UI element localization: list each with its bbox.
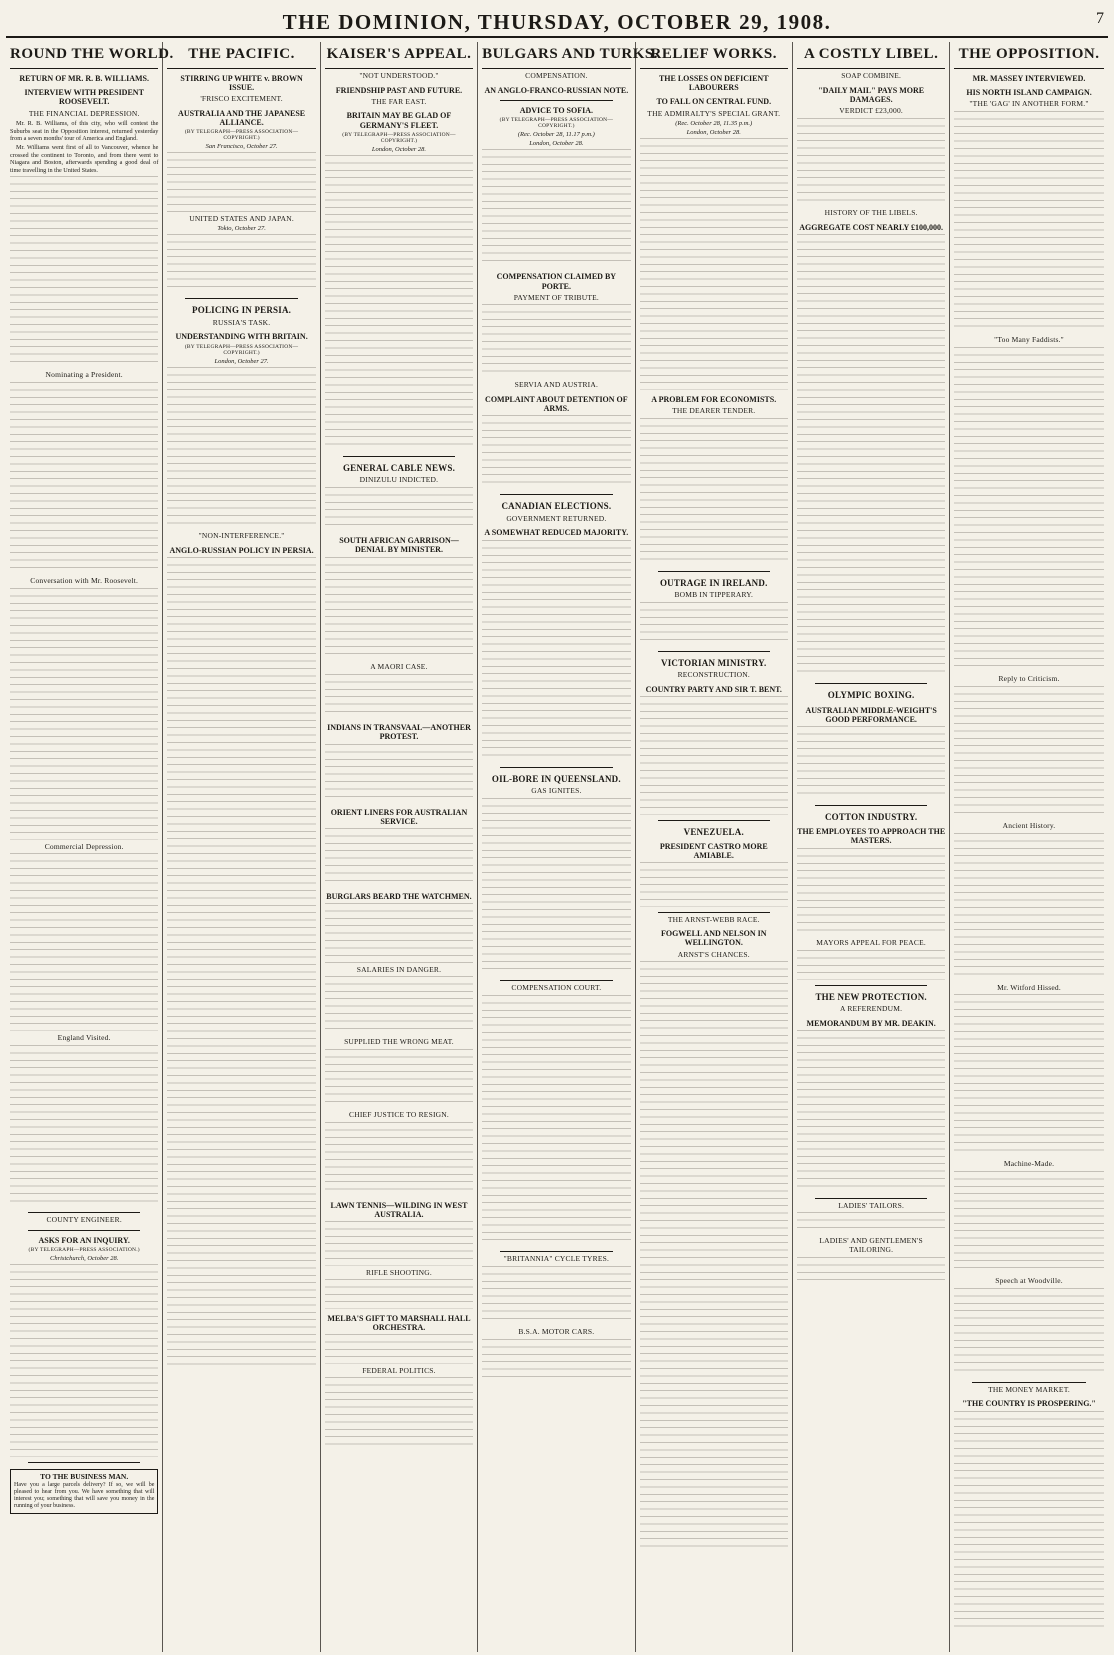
article-subheading: GOVERNMENT RETURNED. [506, 513, 607, 523]
body-text-lines [325, 155, 473, 451]
column-5 [636, 42, 793, 1652]
body-text-lines [482, 1266, 630, 1325]
body-text-lines [797, 726, 945, 800]
dateline: Tokio, October 27. [217, 225, 266, 233]
body-text-lines [167, 152, 315, 211]
article-headline: LAWN TENNIS—WILDING IN WEST AUSTRALIA. [330, 1200, 468, 1220]
divider [343, 456, 455, 457]
body-text-lines [325, 1221, 473, 1265]
masthead-title: THE DOMINION, THURSDAY, OCTOBER 29, 1908. [282, 9, 832, 34]
article-subheading: HISTORY OF THE LIBELS. [824, 208, 918, 218]
article-subheading: VERDICT £23,000. [839, 106, 903, 115]
article-headline: "THE COUNTRY IS PROSPERING." [962, 1399, 1096, 1409]
body-text-lines [482, 415, 630, 489]
article-subheading: CHIEF JUSTICE TO RESIGN. [349, 1110, 449, 1120]
columns [6, 42, 1108, 1652]
body-text-lines [954, 111, 1103, 333]
body-text-lines [797, 848, 945, 937]
article-subheading: Nominating a President. [45, 370, 123, 380]
article-subheading: A REFERENDUM. [840, 1004, 903, 1014]
article-headline: COTTON INDUSTRY. [824, 811, 918, 822]
article-headline: FOGWELL AND NELSON IN WELLINGTON. [660, 929, 767, 948]
dateline: London, October 28. [686, 129, 741, 137]
column-headline: THE PACIFIC. [167, 42, 315, 69]
body-text-lines [954, 1171, 1103, 1275]
article-paragraph: Mr. R. B. Williams, of this city, who will contest the Suburbs seat in the Opposition interest, returned yesterday from a seven months' tour of America and England. [10, 120, 159, 142]
article-subheading: MAYORS APPEAL FOR PEACE. [816, 938, 926, 948]
article-headline: HIS NORTH ISLAND CAMPAIGN. [966, 88, 1092, 98]
advertisement [10, 1469, 158, 1514]
article-subheading: SALARIES IN DANGER. [356, 964, 442, 974]
article-headline: THE NEW PROTECTION. [815, 991, 927, 1002]
article-subheading: 'FRISCO EXCITEMENT. [200, 94, 283, 104]
divider [500, 494, 612, 495]
body-text-lines [640, 418, 788, 566]
wire-credit: (BY TELEGRAPH—PRESS ASSOCIATION—COPYRIGHT.) [499, 117, 614, 129]
article-subheading: THE MONEY MARKET. [988, 1384, 1070, 1394]
article-headline: POLICING IN PERSIA. [192, 305, 292, 316]
article-headline: TO FALL ON CENTRAL FUND. [656, 97, 772, 107]
body-text-lines [954, 686, 1103, 819]
article-subheading: PAYMENT OF TRIBUTE. [513, 292, 599, 302]
column-3 [321, 42, 478, 1652]
wire-credit: (BY TELEGRAPH—PRESS ASSOCIATION—COPYRIGHT.) [184, 129, 299, 142]
divider [500, 1251, 612, 1252]
body-text-lines [954, 833, 1103, 981]
article-headline: MEMORANDUM BY MR. DEAKIN. [806, 1018, 936, 1028]
body-text-lines [10, 382, 158, 574]
advertisement-text: Have you a large parcels delivery? If so, we will be pleased to hear from you. We have something that will interest you; something that will save you money in the running of your business. [14, 1481, 155, 1509]
article-subheading: COUNTY ENGINEER. [46, 1215, 122, 1225]
divider [658, 912, 770, 913]
body-text-lines [640, 696, 788, 814]
article-subheading: SUPPLIED THE WRONG MEAT. [344, 1037, 454, 1047]
article-headline: VICTORIAN MINISTRY. [661, 657, 767, 668]
article-subheading: "Too Many Faddists." [994, 335, 1064, 344]
article-subheading: UNITED STATES AND JAPAN. [189, 213, 294, 223]
body-text-lines [797, 950, 945, 980]
article-headline: CANADIAN ELECTIONS. [501, 501, 612, 512]
body-text-lines [167, 557, 315, 1371]
article-headline: AUSTRALIA AND THE JAPANESE ALLIANCE. [178, 109, 306, 128]
divider [500, 980, 612, 981]
article-subheading: THE FAR EAST. [371, 96, 427, 106]
body-text-lines [797, 234, 945, 678]
body-text-lines [325, 1049, 473, 1108]
divider [500, 767, 612, 768]
article-subheading: SERVIA AND AUSTRIA. [514, 380, 599, 390]
article-subheading: COMPENSATION COURT. [511, 983, 602, 993]
article-subheading: Commercial Depression. [44, 841, 124, 851]
divider [815, 1198, 927, 1199]
article-headline: RETURN OF MR. R. B. WILLIAMS. [19, 74, 149, 83]
article-subheading: B.S.A. MOTOR CARS. [518, 1327, 595, 1337]
column-4 [478, 42, 659, 1652]
article-subheading: Conversation with Mr. Roosevelt. [30, 576, 139, 586]
article-headline: THE EMPLOYEES TO APPROACH THE MASTERS. [797, 827, 946, 846]
body-text-lines [167, 367, 315, 530]
article-headline: AUSTRALIAN MIDDLE-WEIGHT'S GOOD PERFORMANCE. [805, 705, 937, 724]
body-text-lines [325, 1122, 473, 1196]
article-subheading: SOAP COMBINE. [841, 71, 902, 80]
article-headline: OUTRAGE IN IRELAND. [659, 577, 768, 588]
article-headline: FRIENDSHIP PAST AND FUTURE. [335, 85, 463, 95]
page-number: 7 [1096, 10, 1104, 27]
article-headline: COMPENSATION CLAIMED BY PORTE. [496, 272, 617, 291]
article-headline: MR. MASSEY INTERVIEWED. [972, 74, 1086, 83]
wire-credit: (BY TELEGRAPH—PRESS ASSOCIATION.) [28, 1247, 140, 1254]
body-text-lines [325, 828, 473, 887]
article-subheading: "BRITANNIA" CYCLE TYRES. [503, 1254, 610, 1264]
body-text-lines [954, 347, 1103, 673]
article-subheading: DINIZULU INDICTED. [359, 475, 439, 485]
wire-credit: (BY TELEGRAPH—PRESS ASSOCIATION—COPYRIGHT.) [184, 343, 299, 356]
column-1 [6, 42, 174, 1652]
body-text-lines [797, 1212, 945, 1234]
article-subheading: RECONSTRUCTION. [677, 670, 750, 680]
column-7 [950, 42, 1107, 1652]
body-text-lines [640, 862, 788, 906]
column-headline: KAISER'S APPEAL. [325, 42, 473, 69]
body-text-lines [325, 903, 473, 962]
divider [500, 100, 612, 101]
article-headline: UNDERSTANDING WITH BRITAIN. [175, 332, 308, 342]
article-headline: INTERVIEW WITH PRESIDENT ROOSEVELT. [24, 88, 144, 107]
divider [972, 1382, 1085, 1383]
article-subheading: FEDERAL POLITICS. [362, 1365, 436, 1375]
body-text-lines [482, 304, 630, 378]
body-text-lines [482, 995, 630, 1247]
article-headline: ORIENT LINERS FOR AUSTRALIAN SERVICE. [330, 807, 468, 826]
article-headline: INDIANS IN TRANSVAAL—ANOTHER PROTEST. [327, 723, 471, 742]
article-headline: OIL-BORE IN QUEENSLAND. [491, 773, 621, 784]
body-text-lines [10, 1045, 158, 1208]
article-paragraph: Mr. Williams went first of all to Vancouver, whence he crossed the continent to Toronto, and from there went to Niagara and Boston, afterwards spending a good deal of time travelling in the United States. [10, 144, 159, 174]
body-text-lines [325, 557, 473, 661]
article-headline: SOUTH AFRICAN GARRISON—DENIAL BY MINISTER. [339, 536, 459, 555]
masthead [6, 8, 1108, 38]
article-subheading: Ancient History. [1002, 821, 1056, 831]
body-text-lines [325, 1279, 473, 1309]
article-headline: PRESIDENT CASTRO MORE AMIABLE. [659, 841, 768, 861]
article-subheading: England Visited. [57, 1032, 111, 1042]
column-headline: ROUND THE WORLD. [10, 42, 158, 69]
dateline: (Rec. October 28, 11.17 p.m.) [517, 131, 595, 138]
article-headline: THE LOSSES ON DEFICIENT LABOURERS [658, 74, 769, 93]
column-headline: A COSTLY LIBEL. [797, 42, 945, 69]
body-text-lines [954, 994, 1103, 1157]
article-subheading: "THE 'GAG' IN ANOTHER FORM." [969, 99, 1089, 109]
article-subheading: LADIES' AND GENTLEMEN'S TAILORING. [819, 1236, 923, 1255]
article-subheading: THE FINANCIAL DEPRESSION. [28, 108, 140, 118]
body-text-lines [954, 1411, 1103, 1633]
body-text-lines [482, 1339, 630, 1383]
divider [658, 820, 770, 821]
body-text-lines [797, 1257, 945, 1287]
divider [815, 805, 927, 806]
body-text-lines [325, 674, 473, 718]
body-text-lines [325, 976, 473, 1035]
divider [815, 683, 927, 684]
advertisement-title: TO THE BUSINESS MAN. [40, 1471, 129, 1481]
body-text-lines [10, 853, 158, 1031]
dateline: London, October 28. [529, 140, 584, 147]
article-headline: OLYMPIC BOXING. [827, 690, 915, 701]
body-text-lines [954, 1288, 1103, 1377]
column-headline: BULGARS AND TURKS. [482, 42, 630, 69]
article-headline: ASKS FOR AN INQUIRY. [38, 1235, 130, 1245]
article-headline: STIRRING UP WHITE v. BROWN ISSUE. [180, 74, 303, 93]
article-subheading: THE DEARER TENDER. [672, 405, 756, 415]
article-subheading: Reply to Criticism. [998, 674, 1060, 684]
dateline: London, October 27. [214, 357, 269, 365]
divider [658, 651, 770, 652]
article-headline: ADVICE TO SOFIA. [519, 105, 593, 115]
column-6 [793, 42, 950, 1652]
article-subheading: Machine-Made. [1003, 1159, 1055, 1169]
article-subheading: RIFLE SHOOTING. [366, 1267, 432, 1277]
body-text-lines [325, 487, 473, 531]
article-subheading: THE ADMIRALTY'S SPECIAL GRANT. [647, 108, 781, 118]
body-text-lines [10, 176, 158, 368]
article-headline: COMPLAINT ABOUT DETENTION OF ARMS. [485, 395, 628, 414]
body-text-lines [640, 138, 788, 390]
article-subheading: Speech at Woodville. [995, 1276, 1063, 1286]
wire-credit: (BY TELEGRAPH—PRESS ASSOCIATION—COPYRIGHT.) [342, 131, 456, 144]
divider [815, 985, 927, 986]
divider [28, 1462, 140, 1463]
dateline: London, October 28. [371, 145, 427, 153]
body-text-lines [325, 1377, 473, 1451]
body-text-lines [325, 744, 473, 803]
article-headline: COUNTRY PARTY AND SIR T. BENT. [645, 684, 782, 694]
article-headline: BRITAIN MAY BE GLAD OF GERMANY'S FLEET. [346, 111, 452, 130]
article-headline: A PROBLEM FOR ECONOMISTS. [651, 394, 777, 404]
article-headline: ANGLO-RUSSIAN POLICY IN PERSIA. [169, 545, 314, 555]
article-headline: GENERAL CABLE NEWS. [342, 462, 456, 473]
divider [28, 1230, 140, 1231]
article-subheading: BOMB IN TIPPERARY. [674, 589, 754, 599]
article-headline: BURGLARS BEARD THE WATCHMEN. [326, 892, 472, 902]
column-headline: THE OPPOSITION. [954, 42, 1103, 69]
body-text-lines [167, 234, 315, 293]
article-headline: "DAILY MAIL" PAYS MORE DAMAGES. [818, 85, 925, 104]
divider [658, 571, 770, 572]
body-text-lines [640, 961, 788, 1553]
article-headline: VENEZUELA. [683, 826, 744, 837]
body-text-lines [10, 1264, 158, 1456]
body-text-lines [797, 1030, 945, 1193]
dateline: (Rec. October 28, 11.35 p.m.) [675, 120, 753, 128]
article-headline: AGGREGATE COST NEARLY £100,000. [799, 223, 944, 233]
dateline: Christchurch, October 28. [50, 1255, 119, 1263]
body-text-lines [10, 588, 158, 840]
article-subheading: GAS IGNITES. [531, 785, 582, 795]
column-headline: RELIEF WORKS. [640, 42, 788, 69]
article-subheading: THE ARNST-WEBB RACE. [667, 914, 760, 924]
body-text-lines [797, 118, 945, 207]
body-text-lines [482, 149, 630, 267]
article-subheading: "NON-INTERFERENCE." [198, 531, 285, 541]
article-headline: A SOMEWHAT REDUCED MAJORITY. [484, 528, 629, 538]
article-subheading: ARNST'S CHANCES. [677, 949, 750, 959]
article-subheading: RUSSIA'S TASK. [212, 317, 271, 327]
article-subheading: LADIES' TAILORS. [838, 1200, 905, 1210]
article-headline: MELBA'S GIFT TO MARSHALL HALL ORCHESTRA. [327, 1313, 471, 1333]
article-subheading: A MAORI CASE. [370, 662, 428, 672]
divider [185, 298, 297, 299]
article-subheading: COMPENSATION. [525, 71, 588, 80]
dateline: San Francisco, October 27. [205, 143, 278, 151]
article-headline: AN ANGLO-FRANCO-RUSSIAN NOTE. [484, 85, 629, 95]
body-text-lines [325, 1334, 473, 1364]
divider [28, 1212, 140, 1213]
body-text-lines [482, 798, 630, 976]
body-text-lines [482, 540, 630, 762]
column-2 [163, 42, 320, 1652]
article-subheading: "NOT UNDERSTOOD." [359, 71, 439, 80]
body-text-lines [640, 602, 788, 646]
article-subheading: Mr. Witford Hissed. [997, 982, 1061, 992]
